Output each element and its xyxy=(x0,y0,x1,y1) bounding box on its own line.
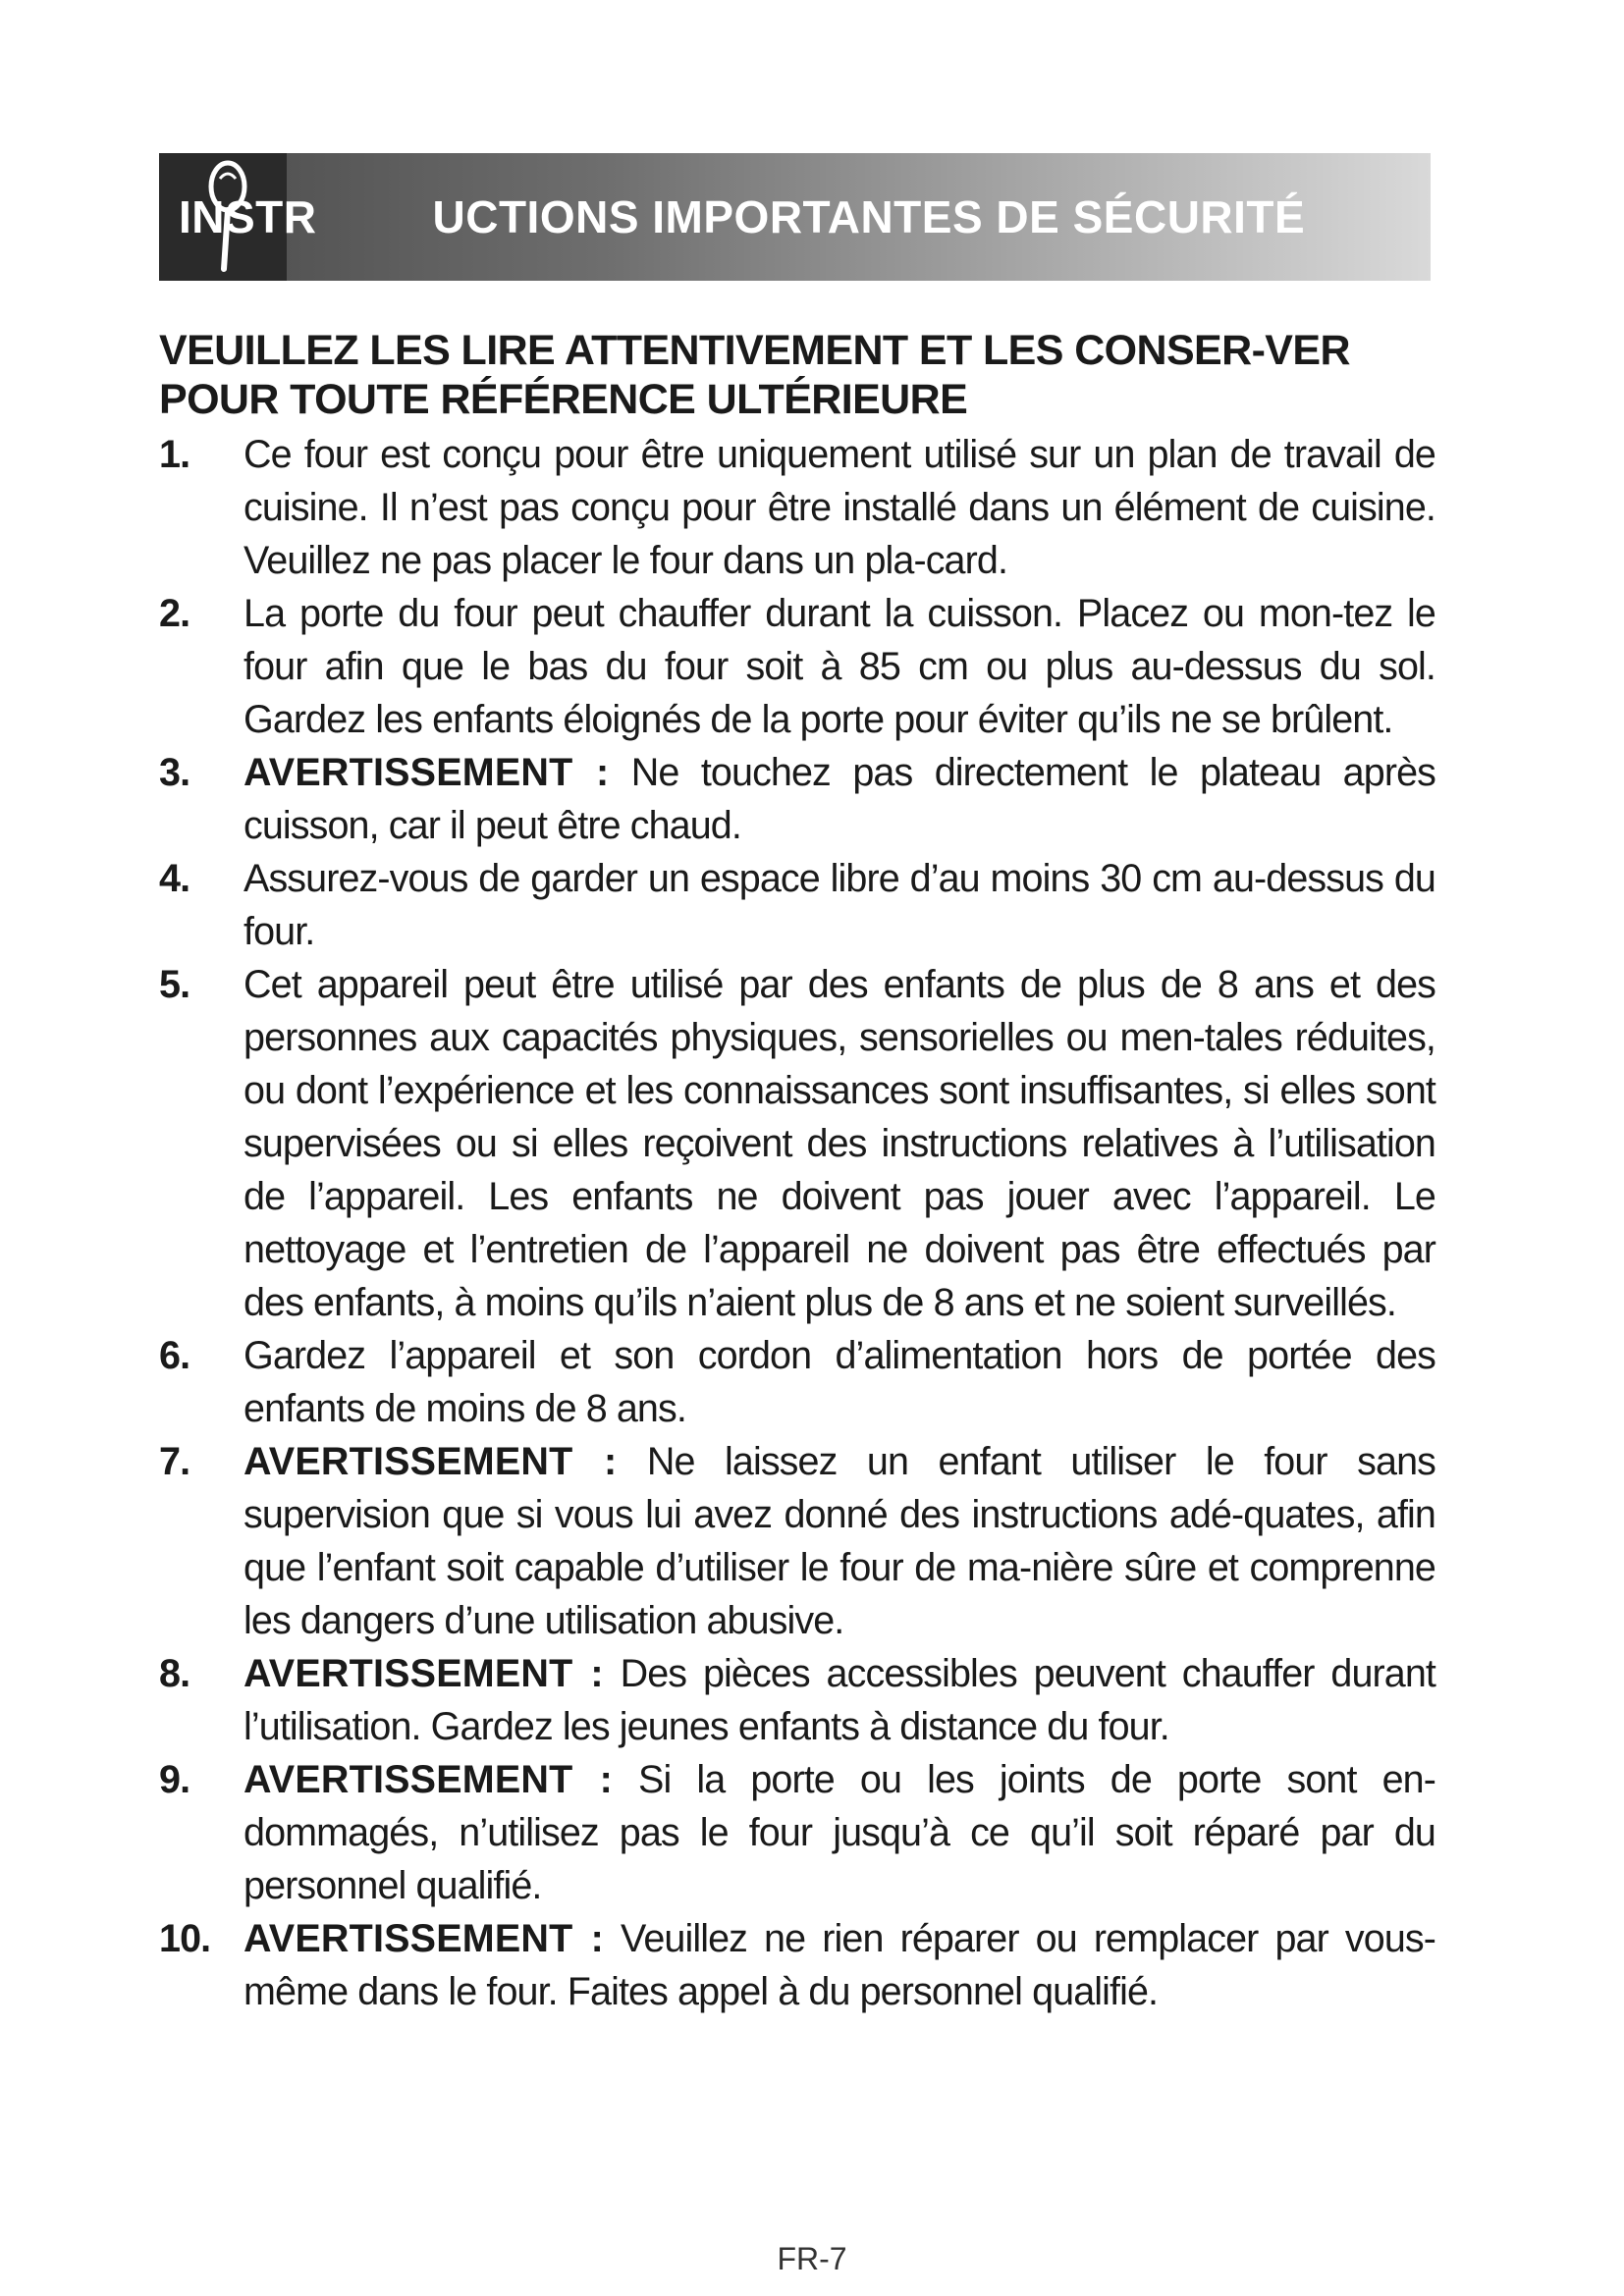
item-number: 5. xyxy=(159,963,190,1006)
banner-title-left: INSTR xyxy=(179,191,317,242)
item-number: 3. xyxy=(159,751,190,794)
item-number: 2. xyxy=(159,592,190,635)
list-item xyxy=(159,852,1435,958)
list-item xyxy=(159,1329,1435,1435)
list-item xyxy=(159,1912,1435,2018)
item-number: 10. xyxy=(159,1917,211,1960)
page-number: FR-7 xyxy=(777,2241,847,2276)
item-text: Ne laissez un enfant utiliser le four sans supervision que si vous lui avez donné des instructions adé-quates, afin que l’enfant soit capable d’utiliser le four de ma-nière sûre et comprenne les dangers d’une utilisation abusive. xyxy=(244,1440,1435,1642)
item-number: 4. xyxy=(159,857,190,900)
list-item xyxy=(159,428,1435,587)
list-item xyxy=(159,746,1435,852)
warning-label: AVERTISSEMENT : xyxy=(244,751,610,794)
warning-label: AVERTISSEMENT : xyxy=(244,1758,613,1801)
warning-label: AVERTISSEMENT : xyxy=(244,1917,604,1960)
list-item xyxy=(159,587,1435,746)
instructions-list xyxy=(159,428,1435,2018)
item-number: 8. xyxy=(159,1652,190,1695)
list-item xyxy=(159,1647,1435,1753)
list-item xyxy=(159,958,1435,1329)
item-number: 9. xyxy=(159,1758,190,1801)
warning-label: AVERTISSEMENT : xyxy=(244,1440,618,1483)
item-text: Gardez l’appareil et son cordon d’alimentation hors de portée des enfants de moins de 8 ans. xyxy=(244,1334,1435,1430)
item-number: 1. xyxy=(159,433,190,476)
item-text: Assurez-vous de garder un espace libre d’au moins 30 cm au-dessus du four. xyxy=(244,857,1435,953)
item-text: Si la porte ou les joints de porte sont en-dommagés, n’utilisez pas le four jusqu’à ce qu’il soit réparé par du personnel qualifié. xyxy=(244,1758,1435,1907)
item-text: Cet appareil peut être utilisé par des enfants de plus de 8 ans et des personnes aux capacités physiques, sensorielles ou men-tales réduites, ou dont l’expérience et les connaissances sont insuffisantes, si elles sont supervisées ou si elles reçoivent des instructions relatives à l’utilisation de l’appareil. Les enfants ne doivent pas jouer avec l’appareil. Le nettoyage et l’entretien de l’appareil ne doivent pas être effectués par des enfants, à moins qu’ils n’aient plus de 8 ans et ne soient surveillés. xyxy=(244,963,1435,1324)
item-text: Ne touchez pas directement le plateau après cuisson, car il peut être chaud. xyxy=(244,751,1435,847)
item-text: Veuillez ne rien réparer ou remplacer par vous-même dans le four. Faites appel à du personnel qualifié. xyxy=(244,1917,1435,2013)
page-heading: VEUILLEZ LES LIRE ATTENTIVEMENT ET LES CONSER-VER POUR TOUTE RÉFÉRENCE ULTÉRIEURE xyxy=(159,327,1350,423)
item-number: 7. xyxy=(159,1440,190,1483)
banner-title xyxy=(179,153,1431,281)
item-number: 6. xyxy=(159,1334,190,1377)
list-item xyxy=(159,1753,1435,1912)
list-item xyxy=(159,1435,1435,1647)
warning-label: AVERTISSEMENT : xyxy=(244,1652,604,1695)
item-text: Des pièces accessibles peuvent chauffer durant l’utilisation. Gardez les jeunes enfants à distance du four. xyxy=(244,1652,1435,1748)
item-text: La porte du four peut chauffer durant la cuisson. Placez ou mon-tez le four afin que le bas du four soit à 85 cm ou plus au-dessus du sol. Gardez les enfants éloignés de la porte pour éviter qu’ils ne se brûlent. xyxy=(244,592,1435,741)
banner-title-right: UCTIONS IMPORTANTES DE SÉCURITÉ xyxy=(432,191,1306,242)
item-text: Ce four est conçu pour être uniquement utilisé sur un plan de travail de cuisine. Il n’est pas conçu pour être installé dans un élément de cuisine. Veuillez ne pas placer le four dans un pla-card. xyxy=(244,433,1435,582)
section-banner xyxy=(159,153,1431,281)
